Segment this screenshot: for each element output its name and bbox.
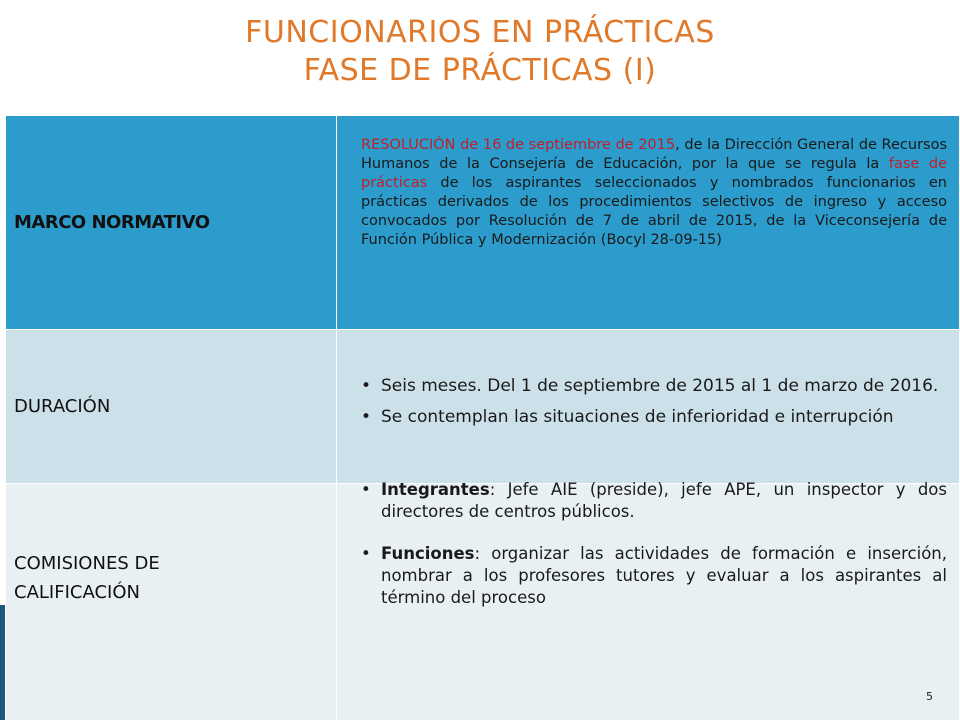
slide-title-line2: FASE DE PRÁCTICAS (I)	[303, 53, 657, 88]
table-row-comisiones	[6, 484, 960, 721]
page-number: 5	[926, 690, 933, 703]
table-row-duracion	[6, 330, 960, 484]
resolucion-reference: RESOLUCIÓN de 16 de septiembre de 2015	[361, 136, 676, 153]
item-text: : Jefe AIE (preside), jefe APE, un inspector y dos directores de centros públicos.	[381, 480, 947, 521]
row-content-comisiones	[337, 480, 960, 721]
item-term: Integrantes	[381, 480, 490, 499]
row-label-comisiones	[6, 484, 337, 721]
row-label-marco-normativo: MARCO NORMATIVO	[6, 116, 337, 330]
row-content-duracion	[337, 330, 960, 484]
list-item: • Seis meses. Del 1 de septiembre de 2015 al 1 de marzo de 2016.	[361, 372, 947, 401]
row-content-marco-normativo	[337, 116, 960, 330]
table-row-marco-normativo	[6, 116, 960, 330]
resolucion-text-part2: de los aspirantes seleccionados y nombrados funcionarios en prácticas derivados de los procedimientos selectivos de ingreso y acceso convocados por Resolución de 7 de abril de 2015, de la Viceconsejería de Función Pública y Modernización (Bocyl 28-09-15)	[361, 174, 947, 248]
slide-title-line1: FUNCIONARIOS EN PRÁCTICAS	[245, 15, 715, 50]
list-item: • Se contemplan las situaciones de inferioridad e interrupción	[361, 403, 947, 432]
list-item	[361, 479, 947, 523]
row-label-comisiones-line2: CALIFICACIÓN	[14, 582, 140, 603]
row-label-comisiones-line1: COMISIONES DE	[14, 553, 160, 574]
content-table	[5, 115, 960, 721]
resolucion-highlight-fase: fase de prácticas	[361, 155, 948, 191]
item-term: Funciones	[381, 544, 475, 563]
slide-title	[0, 14, 960, 90]
comisiones-bullet-list	[337, 479, 959, 609]
list-item	[361, 543, 947, 609]
row-label-duracion: DURACIÓN	[6, 330, 337, 484]
item-text: : organizar las actividades de formación e inserción, nombrar a los profesores tutores y evaluar a los aspirantes al término del proceso	[381, 544, 947, 607]
resolucion-text-part1: , de la Dirección General de Recursos Humanos de la Consejería de Educación, por la que se regula la	[361, 136, 948, 172]
duracion-bullet-list	[337, 372, 959, 432]
resolucion-text	[337, 136, 959, 250]
